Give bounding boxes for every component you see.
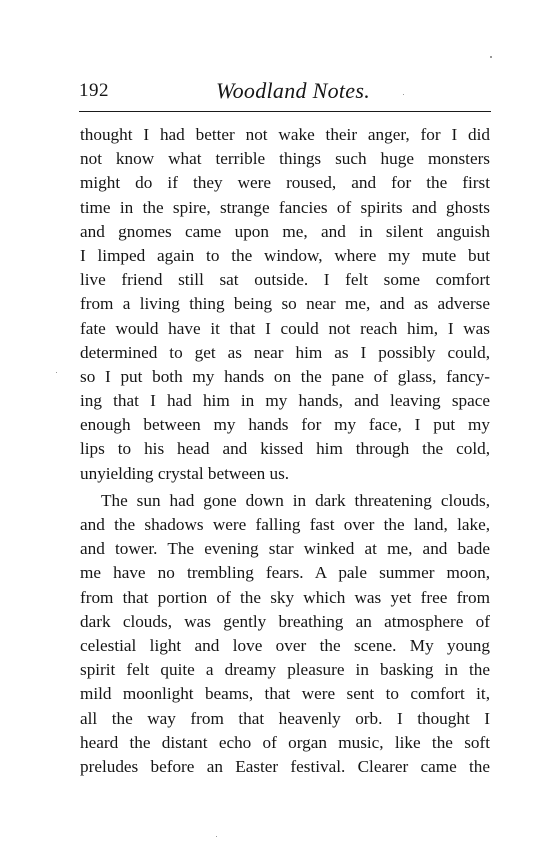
text-line: not know what terrible things such huge monsters: [80, 149, 490, 169]
text-line: and the shadows were falling fast over the land, lake,: [80, 515, 490, 534]
text-line: celestial light and love over the scene. My young: [80, 635, 490, 655]
text-line: from that portion of the sky which was yet free from: [80, 587, 490, 607]
text-line: dark clouds, was gently breathing an atmosphere of: [80, 611, 490, 631]
header-rule: [79, 111, 491, 112]
paragraph-2: [80, 489, 490, 779]
page-header: [79, 76, 491, 106]
text-line: and tower. The evening star winked at me, and bade: [80, 539, 490, 559]
text-line: might do if they were roused, and for the first: [80, 173, 490, 193]
paper-speck: [490, 56, 492, 58]
text-line: mild moonlight beams, that were sent to comfort it,: [80, 684, 490, 704]
text-line: so I put both my hands on the pane of glass, fancy-: [80, 366, 490, 386]
text-line: all the way from that heavenly orb. I thought I: [80, 708, 490, 728]
body-text: [80, 123, 490, 779]
paragraph-1: [80, 123, 490, 486]
text-line: preludes before an Easter festival. Clearer came the: [80, 756, 490, 776]
text-line: thought I had better not wake their anger, for I did: [80, 125, 490, 144]
text-line: and gnomes came upon me, and in silent anguish: [80, 221, 490, 241]
paper-speck: [216, 836, 217, 837]
running-title: Woodland Notes.: [216, 78, 371, 103]
text-line: time in the spire, strange fancies of spirits and ghosts: [80, 197, 490, 217]
text-line: lips to his head and kissed him through the cold,: [80, 439, 490, 459]
text-line: heard the distant echo of organ music, like the soft: [80, 732, 490, 752]
paper-speck: [403, 94, 404, 95]
text-line: enough between my hands for my face, I put my: [80, 415, 490, 435]
page-number: 192: [79, 80, 109, 101]
text-line: spirit felt quite a dreamy pleasure in basking in the: [80, 660, 490, 680]
text-line: ing that I had him in my hands, and leaving space: [80, 391, 490, 411]
text-line: unyielding crystal between us.: [80, 463, 290, 483]
text-line: The sun had gone down in dark threatening clouds,: [101, 490, 490, 510]
text-line: me have no trembling fears. A pale summer moon,: [80, 563, 490, 583]
text-line: fate would have it that I could not reach him, I was: [80, 318, 490, 338]
paper-speck: [56, 372, 57, 373]
text-line: from a living thing being so near me, and as adverse: [80, 294, 490, 314]
text-line: I limped again to the window, where my mute but: [80, 245, 490, 265]
text-line: determined to get as near him as I possibly could,: [80, 342, 490, 362]
text-line: live friend still sat outside. I felt some comfort: [80, 270, 490, 290]
